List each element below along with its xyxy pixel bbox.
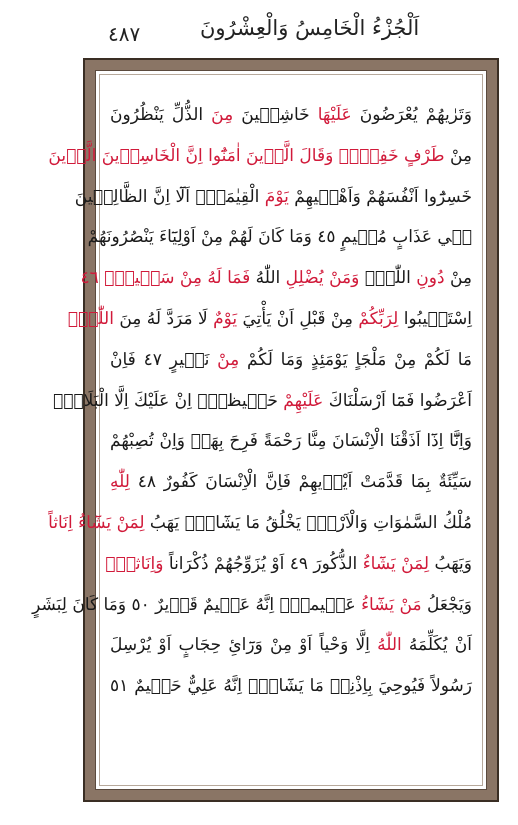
verse-segment: سَيِّئَةٌ بِمَا قَدَّمَتْ اَيْد۪يهِمْ فَاِنَّ الْاِنْسَانَ كَفُورٌ ٤٨ xyxy=(129,472,473,493)
highlighted-word: لِمَنْ يَشَٓاءُ xyxy=(362,553,430,574)
verse-line xyxy=(110,625,472,666)
verse-segment: رَسُولاً فَيُوحِيَ بِاِذْنِه۪ مَا يَشَٓاءُۜ اِنَّهُ عَلِيٌّ حَك۪يمٌ ٥١ xyxy=(110,676,472,697)
verse-segment: وَيَجْعَلُ xyxy=(421,594,472,615)
verse-segment: وَتَرٰيهُمْ يُعْرَضُونَ xyxy=(351,105,472,125)
highlighted-word: مِنَ xyxy=(211,105,234,125)
verse-line xyxy=(110,666,472,707)
verse-segment: وَيَهَبُ xyxy=(429,553,472,574)
verse-segment: عَق۪يماًۜ اِنَّهُ عَل۪يمٌ قَد۪يرٌ ٥٠ وَمَا كَانَ لِبَشَرٍ xyxy=(32,594,362,615)
verse-segment: مُلْكُ السَّمٰوَاتِ وَالْاَرْضِۜ يَخْلُقُ مَا يَشَٓاءُۜ يَهَبُ xyxy=(144,512,472,533)
verse-segment: اَعْرَضُوا فَمَٓا اَرْسَلْنَاكَ xyxy=(323,390,472,411)
verse-line xyxy=(110,95,472,136)
verse-segment: الذُّكُورَ ٤٩ اَوْ يُزَوِّجُهُمْ ذُكْرَاناً xyxy=(163,553,363,574)
verse-segment: مِنْ قَبْلِ اَنْ يَأْتِيَ xyxy=(237,308,359,329)
highlighted-word: عَلَيْهَا xyxy=(317,105,352,125)
highlighted-word: وَمَنْ يُضْلِلِ xyxy=(280,268,365,289)
verse-segment: وَاِنَّٓا اِذَٓا اَذَقْنَا الْاِنْسَانَ مِنَّا رَحْمَةً فَرِحَ بِهَاۚ وَاِنْ تُصِبْهُمْ xyxy=(110,431,472,452)
verse-segment: خَسِرُٓوا اَنْفُسَهُمْ وَاَهْل۪يهِمْ xyxy=(288,186,472,207)
highlighted-word: يَوْمَ xyxy=(264,186,289,207)
text-panel xyxy=(32,70,487,790)
highlighted-word: مَنْ يَشَٓاءُ xyxy=(361,594,422,615)
highlighted-word: فَمَا لَهُ مِنْ سَب۪يلٍۜ ٤٦ xyxy=(80,268,256,289)
verse-line xyxy=(67,299,472,340)
highlighted-word: اللّٰهِۜ xyxy=(67,308,114,329)
verse-segment: حَف۪يظاًۜ اِنْ عَلَيْكَ اِلَّا الْبَلَاغُۜ xyxy=(53,390,284,411)
highlighted-word: لِمَنْ يَشَٓاءُ اِنَاثاً xyxy=(48,512,145,533)
highlighted-word: مِنْ xyxy=(217,349,240,370)
page-number: ٤٨٧ xyxy=(108,22,141,46)
highlighted-word: لِرَبِّكُمْ xyxy=(358,308,399,329)
verse-line xyxy=(105,544,472,585)
verse-segment: خَاشِع۪ينَ xyxy=(233,105,318,125)
verse-line xyxy=(32,585,472,626)
highlighted-word: وَاِنَاثاًۚ xyxy=(105,553,164,574)
page-frame xyxy=(32,58,499,802)
verse-text-block xyxy=(32,95,473,773)
juz-title: اَلْجُزْءُ الْخَامِسُ وَالْعِشْرُونَ xyxy=(200,16,420,40)
verse-segment: اِلَّا وَحْياً اَوْ مِنْ وَرَٓائِ حِجَابٍ اَوْ يُرْسِلَ xyxy=(110,635,378,656)
verse-segment: الذُّلِّ يَنْظُرُونَ xyxy=(110,105,212,125)
highlighted-word: عَلَيْهِمْ xyxy=(283,390,324,411)
verse-line xyxy=(48,503,472,544)
highlighted-word: اللّٰهُ xyxy=(377,635,402,656)
verse-line xyxy=(74,177,472,218)
highlighted-word: يَوْمٌ xyxy=(213,308,238,329)
verse-segment: اِسْتَج۪يبُوا xyxy=(398,308,472,329)
verse-segment: اَنْ يُكَلِّمَهُ xyxy=(401,635,472,656)
verse-segment: نَك۪يرٍ ٤٧ فَاِنْ xyxy=(110,349,218,370)
verse-segment: اللّٰهِۜ xyxy=(364,268,411,289)
verse-line xyxy=(110,340,472,381)
verse-segment: مَا لَكُمْ مِنْ مَلْجَاٍ يَوْمَئِذٍ وَمَا لَكُمْ xyxy=(239,349,472,370)
verse-segment: اللّٰهُ xyxy=(255,268,281,289)
verse-line xyxy=(110,421,472,462)
verse-line xyxy=(110,462,472,503)
verse-segment: الْقِيٰمَةِۜ اَلَٓا اِنَّ الظَّالِم۪ينَ xyxy=(74,186,265,207)
verse-line xyxy=(48,136,472,177)
highlighted-word: طَرْفٍ خَفِيٍّۜ وَقَالَ الَّذ۪ينَ اٰمَنُٓوا اِنَّ الْخَاسِر۪ينَ الَّذ۪ينَ xyxy=(48,145,450,166)
highlighted-word: لِلّٰهِ xyxy=(110,472,130,493)
verse-segment: ف۪ي عَذَابٍ مُق۪يمٍ ٤٥ وَمَا كَانَ لَهُمْ مِنْ اَوْلِيَٓاءَ يَنْصُرُونَهُمْ xyxy=(87,227,472,248)
verse-line xyxy=(87,217,472,258)
verse-segment: لَا مَرَدَّ لَهُ مِنَ xyxy=(113,308,214,329)
verse-line xyxy=(53,381,472,422)
page-header xyxy=(0,0,518,60)
highlighted-word: دُونِ xyxy=(410,268,450,289)
verse-segment: مِنْ xyxy=(449,145,472,166)
verse-line xyxy=(80,258,472,299)
verse-segment: مِنْ xyxy=(449,268,472,289)
